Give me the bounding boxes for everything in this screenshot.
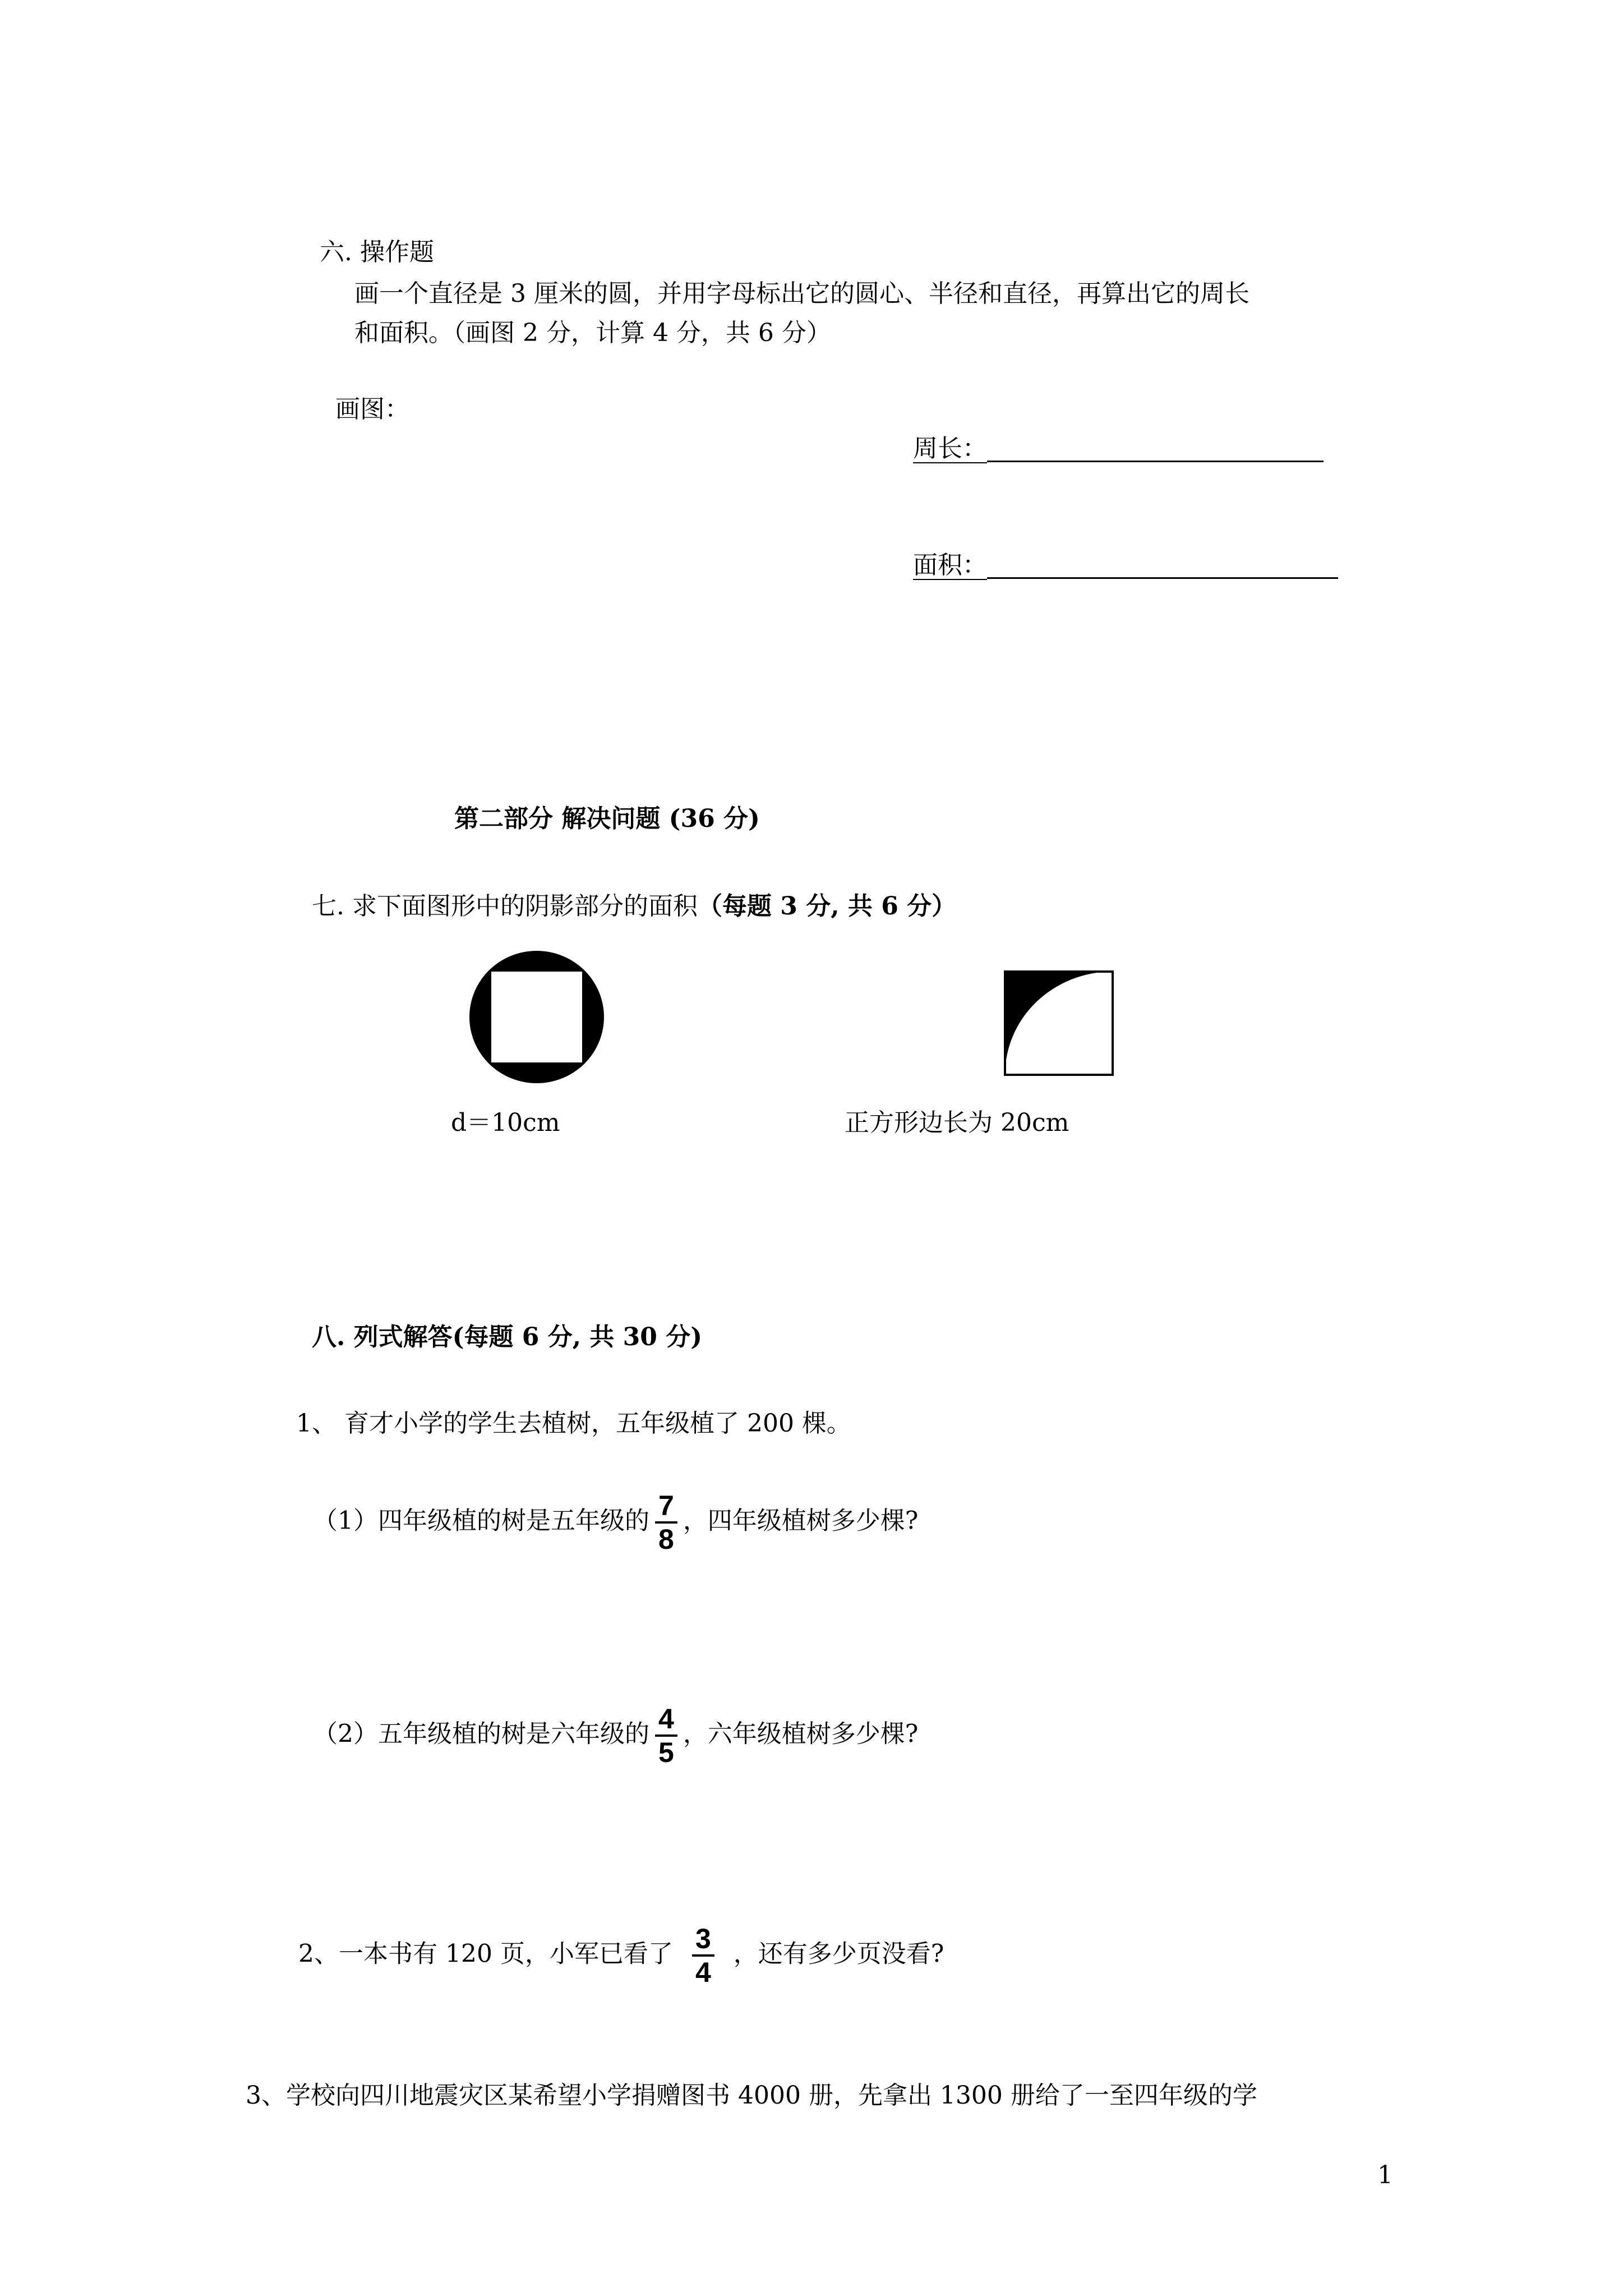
section7-heading-score: （每题 3 分, 共 6 分） <box>697 892 957 921</box>
area-blank <box>987 553 1338 579</box>
fraction-denominator: 8 <box>658 1524 674 1555</box>
section7-heading <box>312 891 956 922</box>
fraction-7-8 <box>655 1490 677 1555</box>
section6-text-line2: 和面积。（画图 2 分，计算 4 分，共 6 分） <box>354 319 831 347</box>
fraction-numerator: 7 <box>658 1490 674 1521</box>
area-label: 面积： <box>913 551 987 579</box>
perimeter-answer-field[interactable] <box>913 433 1324 464</box>
fraction-denominator: 4 <box>695 1957 711 1988</box>
part2-title: 第二部分 解决问题 (36 分) <box>454 804 760 833</box>
fig2-caption: 正方形边长为 20cm <box>845 1108 1069 1137</box>
perimeter-blank <box>987 436 1324 462</box>
fraction-numerator: 3 <box>695 1923 711 1954</box>
q3: 3、学校向四川地震灾区某希望小学捐赠图书 4000 册，先拿出 1300 册给了一至四年级的学 <box>246 2081 1257 2110</box>
draw-label: 画图： <box>335 395 409 424</box>
q2-text-after: ，还有多少页没看? <box>733 1939 944 1968</box>
fraction-denominator: 5 <box>658 1737 674 1768</box>
section8-heading: 八. 列式解答(每题 6 分, 共 30 分) <box>312 1323 703 1351</box>
page-number: 1 <box>1377 2161 1393 2189</box>
q1-part1 <box>313 1490 918 1555</box>
q1-part1-text-before: （1）四年级植的树是五年级的 <box>313 1506 649 1535</box>
q2 <box>298 1923 944 1988</box>
section7-heading-text: 七. 求下面图形中的阴影部分的面积 <box>312 892 698 921</box>
section6-text-line1: 画一个直径是 3 厘米的圆，并用字母标出它的圆心、半径和直径，再算出它的周长 <box>354 279 1249 308</box>
q1-part2 <box>313 1703 918 1768</box>
fraction-numerator: 4 <box>658 1703 674 1734</box>
q1-part1-text-after: ，四年级植树多少棵? <box>683 1506 919 1535</box>
square-quarter-circle-figure <box>1004 970 1116 1077</box>
q1-part2-text-after: ，六年级植树多少棵? <box>683 1719 919 1749</box>
fig1-caption: d＝10cm <box>451 1108 560 1137</box>
fraction-3-4 <box>692 1923 714 1988</box>
circle-square-figure <box>467 948 607 1086</box>
q2-text-before: 2、一本书有 120 页，小军已看了 <box>298 1939 673 1968</box>
perimeter-label: 周长： <box>913 434 987 463</box>
fraction-4-5 <box>655 1703 677 1768</box>
area-answer-field[interactable] <box>913 550 1338 581</box>
inscribed-square-shape <box>491 972 582 1062</box>
q1-intro: 1、 育才小学的学生去植树，五年级植了 200 棵。 <box>296 1409 851 1438</box>
q1-part2-text-before: （2）五年级植的树是六年级的 <box>313 1719 649 1749</box>
section6-heading: 六. 操作题 <box>320 238 434 266</box>
